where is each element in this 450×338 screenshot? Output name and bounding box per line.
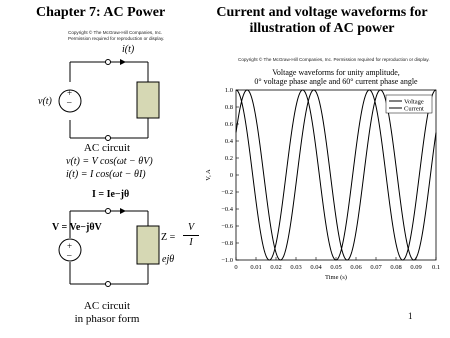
fraction-bar xyxy=(183,235,199,236)
circuit2-caption-line1: AC circuit xyxy=(83,300,131,312)
y-tick-label: −0.6 xyxy=(221,223,233,231)
y-tick-label: −1.0 xyxy=(221,257,233,265)
series-line-voltage xyxy=(236,90,436,260)
x-tick-label: 0.09 xyxy=(410,264,422,271)
terminal-bottom xyxy=(106,282,111,287)
right-title: Current and voltage waveforms for illustration of AC power xyxy=(216,5,428,36)
terminal-top xyxy=(106,60,111,65)
x-tick-label: 0.08 xyxy=(390,264,402,271)
x-tick-label: 0.01 xyxy=(250,264,262,271)
source-minus: – xyxy=(67,97,72,107)
circuit1-caption: AC circuit xyxy=(83,142,131,154)
y-axis-label: V, A xyxy=(205,169,212,181)
terminal-top xyxy=(106,209,111,214)
x-tick-label: 0.07 xyxy=(370,264,382,271)
legend-label-current: Current xyxy=(404,105,424,113)
circuit2-caption-line2: in phasor form xyxy=(74,313,140,325)
current-phasor-equation: I = Ie−jθ xyxy=(92,189,130,200)
current-arrow-icon xyxy=(120,208,126,214)
x-tick-label: 0.03 xyxy=(290,264,302,271)
plot-frame xyxy=(236,90,436,260)
y-tick-label: 0 xyxy=(229,172,233,180)
x-axis-label: Time (s) xyxy=(325,274,347,281)
chart-title-line1: Voltage waveforms for unity amplitude, xyxy=(272,68,400,77)
current-arrow-icon xyxy=(120,59,126,65)
current-label: i(t) xyxy=(122,44,135,55)
waveform-chart xyxy=(200,80,448,290)
impedance-label: Z = xyxy=(161,232,176,243)
ac-circuit-diagram xyxy=(40,40,210,150)
source-minus-2: – xyxy=(67,250,72,260)
impedance-phase: ejθ xyxy=(162,254,175,265)
y-tick-label: 0.2 xyxy=(224,155,233,163)
source-label: v(t) xyxy=(38,96,52,107)
circuit1-copyright: Copyright © The McGraw-Hill Companies, Inc. Permission required for reproduction or display. xyxy=(68,30,165,41)
voltage-equation: v(t) = V cos(ωt − θV) xyxy=(66,156,153,167)
impedance-numerator: V xyxy=(187,222,195,233)
x-tick-label: 0 xyxy=(234,264,238,271)
y-tick-label: 0.8 xyxy=(224,104,233,112)
y-tick-label: −0.4 xyxy=(221,206,233,214)
x-tick-label: 0.05 xyxy=(330,264,342,271)
x-tick-label: 0.1 xyxy=(431,264,441,271)
y-tick-label: 0.4 xyxy=(224,138,233,146)
load-box xyxy=(137,82,159,118)
chart-title-line2: 0° voltage phase angle and 60° current phase angle xyxy=(254,77,418,86)
legend-label-voltage: Voltage xyxy=(404,98,424,106)
x-tick-label: 0.06 xyxy=(350,264,362,271)
y-tick-label: 1.0 xyxy=(224,87,233,95)
impedance-denominator: I xyxy=(189,237,193,248)
source-plus: + xyxy=(67,88,73,98)
current-equation: i(t) = I cos(ωt − θI) xyxy=(66,169,146,180)
x-tick-label: 0.02 xyxy=(270,264,282,271)
page-number: 1 xyxy=(408,311,413,321)
x-tick-label: 0.04 xyxy=(310,264,322,271)
y-tick-label: 0.6 xyxy=(224,121,233,129)
y-tick-label: −0.2 xyxy=(221,189,233,197)
chart-copyright: Copyright © The McGraw-Hill Companies, Inc. Permission required for reproduction or display. xyxy=(238,57,430,62)
terminal-bottom xyxy=(106,136,111,141)
left-title: Chapter 7: AC Power xyxy=(36,5,166,20)
y-tick-label: −0.8 xyxy=(221,240,233,248)
source-plus-2: + xyxy=(67,241,73,251)
impedance-box xyxy=(137,226,159,264)
series-line-current xyxy=(236,90,436,260)
voltage-phasor-equation: V = Ve−jθV xyxy=(52,222,102,233)
